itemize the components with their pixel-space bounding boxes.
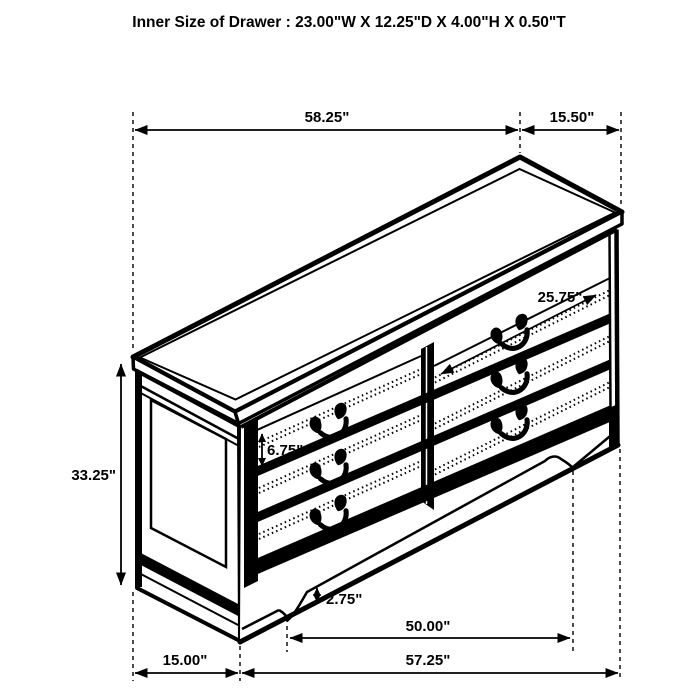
right-foot <box>609 404 618 452</box>
dim-foot-height-label: 2.75" <box>326 591 363 608</box>
dim-top-depth <box>522 109 619 130</box>
dim-top-width <box>135 109 518 130</box>
dim-base-width-label: 57.25" <box>405 652 451 669</box>
dim-overall-height-label: 33.25" <box>71 467 116 484</box>
dresser-illustration <box>133 157 622 642</box>
dim-overall-height <box>71 364 121 585</box>
dim-top-depth-label: 15.50" <box>549 109 595 126</box>
dim-drawer-opening-width-label: 25.75" <box>537 289 583 306</box>
dim-inner-leg-span <box>290 618 570 638</box>
dim-base-depth <box>135 652 238 673</box>
dim-inner-leg-span-label: 50.00" <box>405 618 451 635</box>
dim-base-width <box>242 652 618 673</box>
dim-base-depth-label: 15.00" <box>162 652 208 669</box>
dim-drawer-face-height-label: 6.75" <box>267 442 304 459</box>
dim-top-width-label: 58.25" <box>304 109 350 126</box>
page-title: Inner Size of Drawer : 23.00"W X 12.25"D X 4.00"H X 0.50"T <box>132 14 566 31</box>
